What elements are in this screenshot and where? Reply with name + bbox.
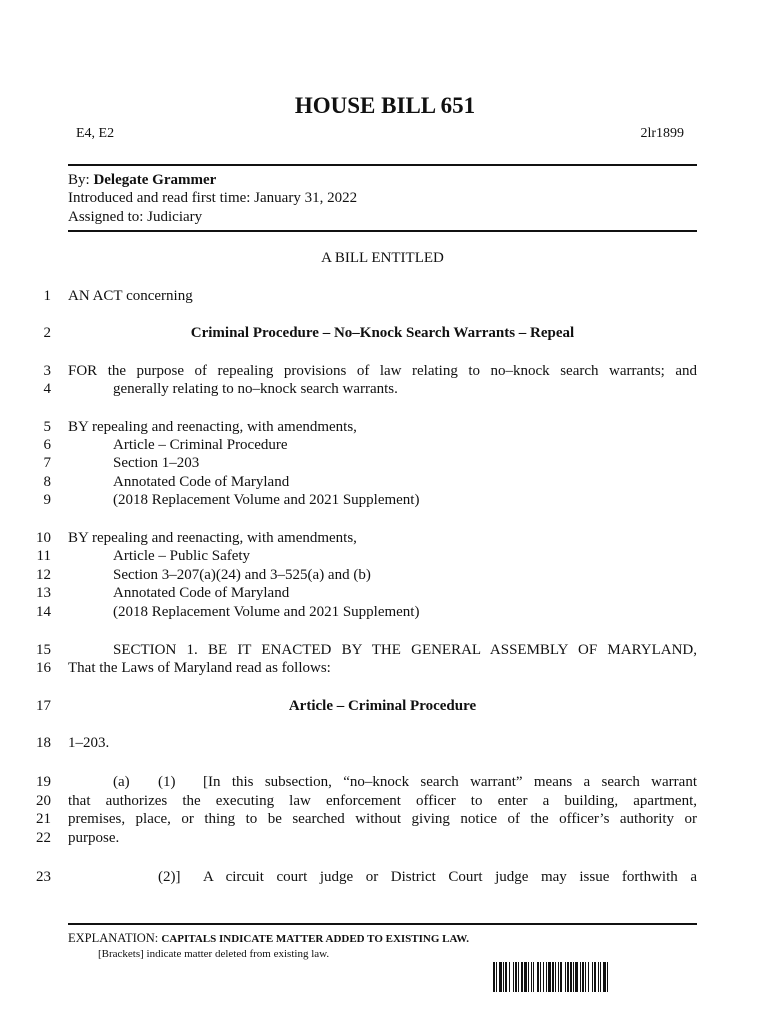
enacting-clause: SECTION 1. BE IT ENACTED BY THE GENERAL ASSEMBLY OF MARYLAND,	[113, 642, 697, 658]
line-number: 17	[36, 698, 51, 714]
deleted-text-line: premises, place, or thing to be searched without giving notice of the officer’s authority or	[68, 811, 697, 827]
footer-rule	[68, 923, 697, 925]
sponsor-name: Delegate Grammer	[93, 172, 217, 188]
purpose-line-cont: generally relating to no–knock search warrants.	[113, 381, 398, 397]
line-number: 8	[43, 474, 51, 490]
bill-entitled: A BILL ENTITLED	[321, 250, 444, 266]
line-number: 3	[43, 363, 51, 379]
barcode	[493, 962, 679, 992]
line-number: 9	[43, 492, 51, 508]
line-number: 16	[36, 660, 51, 676]
article-heading: Article – Criminal Procedure	[288, 698, 477, 714]
header-rule-bottom	[68, 230, 697, 232]
subject-codes: E4, E2	[76, 126, 115, 141]
body-text-line: A circuit court judge or District Court judge may issue forthwith a	[203, 869, 697, 885]
line-number: 18	[36, 735, 51, 751]
line-number: 19	[36, 774, 51, 790]
line-number: 12	[36, 567, 51, 583]
line-number: 22	[36, 830, 51, 846]
explanation-caps: CAPITALS INDICATE MATTER ADDED TO EXISTING LAW.	[161, 933, 469, 945]
brackets-note: [Brackets] indicate matter deleted from existing law.	[98, 948, 330, 960]
line-number: 23	[36, 869, 51, 885]
line-number: 2	[43, 325, 51, 341]
deleted-text-line: that authorizes the executing law enforcement officer to enter a building, apartment,	[68, 793, 697, 809]
amendment-section: Section 3–207(a)(24) and 3–525(a) and (b)	[113, 567, 371, 583]
amendment-code: Annotated Code of Maryland	[113, 474, 290, 490]
line-number: 21	[36, 811, 51, 827]
amendment-article: Article – Criminal Procedure	[113, 437, 288, 453]
line-number: 10	[36, 530, 51, 546]
line-number: 15	[36, 642, 51, 658]
assigned-line: Assigned to: Judiciary	[68, 209, 203, 225]
paragraph-1-marker: (1)	[158, 774, 176, 790]
act-concerning: AN ACT concerning	[68, 288, 193, 304]
purpose-line: FOR the purpose of repealing provisions of law relating to no–knock search warrants; and	[68, 363, 697, 379]
line-number: 7	[43, 455, 51, 471]
line-number: 1	[43, 288, 51, 304]
file-number: 2lr1899	[640, 126, 684, 141]
line-number: 4	[43, 381, 51, 397]
deleted-text-line: purpose.	[68, 830, 120, 846]
amendment-code: Annotated Code of Maryland	[113, 585, 290, 601]
line-number: 20	[36, 793, 51, 809]
header-rule-top	[68, 164, 697, 166]
bill-title: HOUSE BILL 651	[294, 93, 476, 118]
amendment-article: Article – Public Safety	[113, 548, 251, 564]
line-number: 5	[43, 419, 51, 435]
introduced-line: Introduced and read first time: January 31, 2022	[68, 190, 358, 206]
subsection-a-marker: (a)	[113, 774, 130, 790]
line-number: 6	[43, 437, 51, 453]
paragraph-2-marker: (2)]	[158, 869, 181, 885]
amendment-volume: (2018 Replacement Volume and 2021 Supplement)	[113, 492, 420, 508]
section-number: 1–203.	[68, 735, 110, 751]
line-number: 11	[36, 548, 51, 564]
bill-subject: Criminal Procedure – No–Knock Search Warrants – Repeal	[190, 325, 575, 341]
amendment-heading: BY repealing and reenacting, with amendments,	[68, 419, 357, 435]
amendment-volume: (2018 Replacement Volume and 2021 Supplement)	[113, 604, 420, 620]
by-label: By:	[68, 172, 90, 188]
amendment-section: Section 1–203	[113, 455, 200, 471]
enacting-clause-cont: That the Laws of Maryland read as follows:	[68, 660, 331, 676]
line-number: 14	[36, 604, 51, 620]
deleted-text-line: [In this subsection, “no–knock search warrant” means a search warrant	[203, 774, 697, 790]
line-number: 13	[36, 585, 51, 601]
explanation-label: EXPLANATION:	[68, 931, 159, 945]
amendment-heading: BY repealing and reenacting, with amendments,	[68, 530, 357, 546]
explanation-line	[68, 931, 469, 946]
sponsor-line	[68, 172, 216, 189]
